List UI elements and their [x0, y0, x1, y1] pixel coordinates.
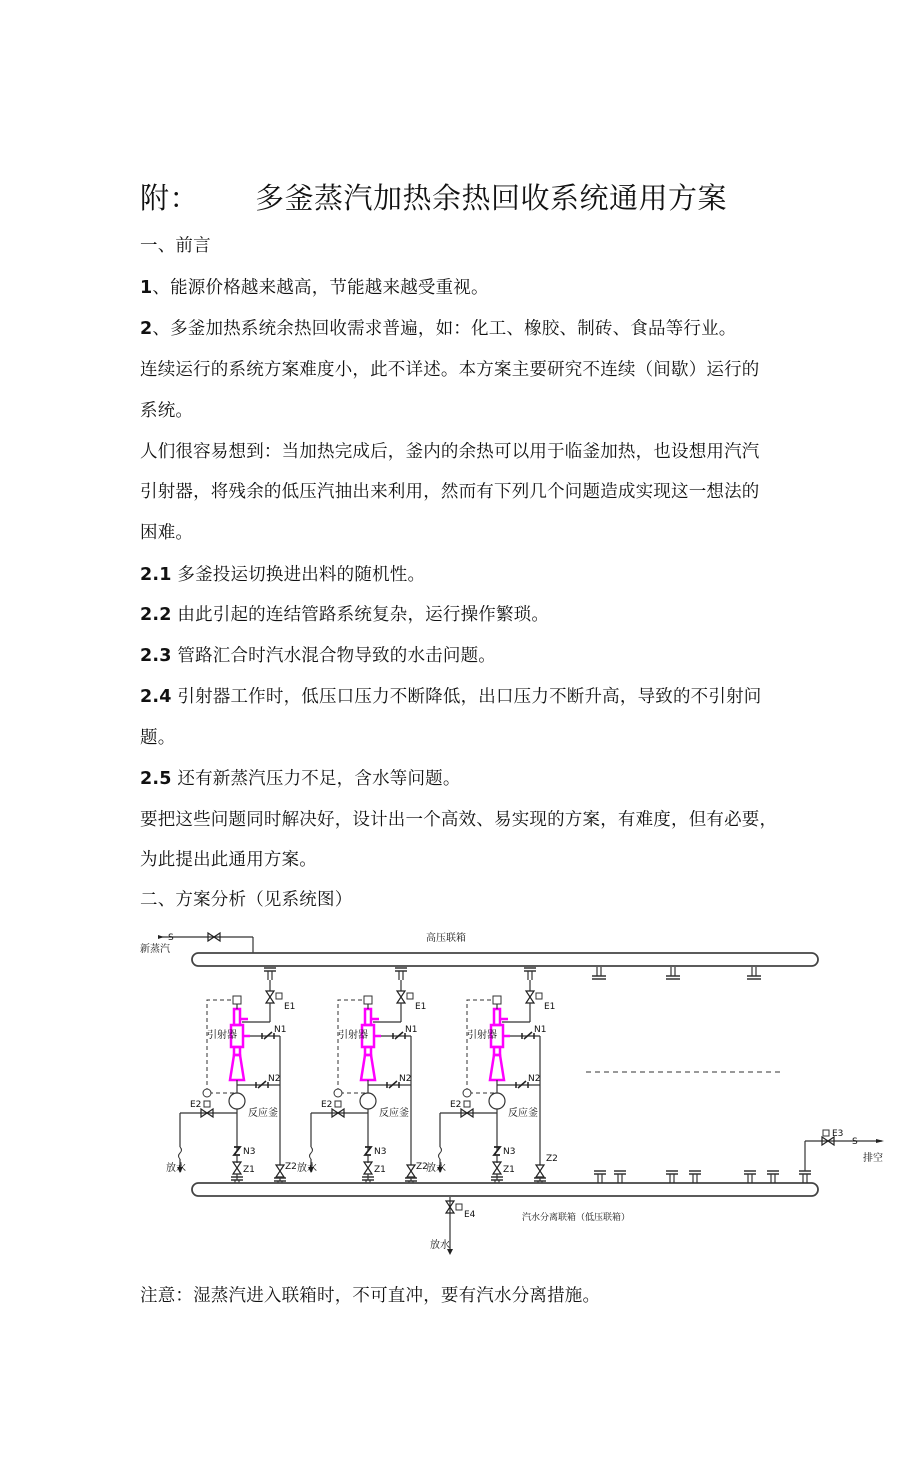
svg-text:Z1: Z1 [503, 1165, 515, 1175]
paragraph-line [140, 765, 461, 790]
paragraph-line [140, 478, 760, 503]
paragraph-text: 引射器，将残余的低压汽抽出来利用，然而有下列几个问题造成实现这一想法的 [140, 482, 760, 502]
ejector-label: 引射器 [207, 1030, 237, 1041]
paragraph-text: 题。 [140, 728, 176, 748]
paragraph-text: 多釜投运切换进出料的随机性。 [171, 565, 426, 585]
svg-text:Z2: Z2 [416, 1162, 428, 1172]
paragraph-text: 为此提出此通用方案。 [140, 850, 317, 870]
svg-text:N1: N1 [274, 1025, 287, 1035]
svg-text:N2: N2 [528, 1074, 541, 1084]
svg-text:反应釜: 反应釜 [508, 1108, 538, 1119]
svg-text:引射器: 引射器 [338, 1030, 368, 1041]
hp-header-label: 高压联箱 [426, 933, 466, 944]
paragraph-text: 由此引起的连结管路系统复杂，运行操作繁琐。 [171, 605, 550, 625]
paragraph-text: 人们很容易想到：当加热完成后，釜内的余热可以用于临釜加热，也设想用汽汽 [140, 442, 760, 462]
paragraph-line [140, 397, 193, 422]
svg-text:E2: E2 [190, 1100, 202, 1110]
svg-text:E4: E4 [464, 1210, 476, 1220]
paragraph-text: 、多釜加热系统余热回收需求普遍，如：化工、橡胶、制砖、食品等行业。 [152, 319, 737, 339]
paragraph-text: 困难。 [140, 523, 194, 543]
svg-text:Z1: Z1 [243, 1165, 255, 1175]
svg-text:放水: 放水 [297, 1163, 317, 1174]
fresh-steam-label: 新蒸汽 [140, 944, 170, 955]
paragraph-line [140, 683, 761, 708]
svg-text:N1: N1 [405, 1025, 418, 1035]
item-number: 2 [140, 319, 153, 339]
vent-label: 排空 [863, 1153, 883, 1164]
paragraph-text: 引射器工作时，低压口压力不断降低，出口压力不断升高，导致的不引射问 [171, 687, 762, 707]
paragraph-line [140, 724, 175, 749]
svg-text:E3: E3 [832, 1129, 844, 1139]
paragraph-text: 还有新蒸汽压力不足，含水等问题。 [171, 769, 461, 789]
section-heading-preface: 一、前言 [140, 236, 211, 256]
paragraph-line [140, 601, 549, 626]
paragraph-text: 要把这些问题同时解决好，设计出一个高效、易实现的方案，有难度，但有必要， [140, 810, 778, 830]
item-number: 1 [140, 278, 153, 298]
svg-text:Z1: Z1 [374, 1165, 386, 1175]
paragraph-line [140, 315, 737, 340]
paragraph-line [140, 274, 489, 299]
paragraph-line [140, 806, 777, 831]
svg-text:N3: N3 [243, 1147, 256, 1157]
section-heading-analysis: 二、方案分析（见系统图） [140, 890, 353, 910]
item-number: 2.5 [140, 769, 172, 789]
svg-text:反应釜: 反应釜 [379, 1108, 409, 1119]
svg-text:N3: N3 [503, 1147, 516, 1157]
svg-text:E2: E2 [321, 1100, 333, 1110]
paragraph-line [140, 642, 496, 667]
paragraph-line [140, 356, 760, 381]
title-prefix: 附： [140, 181, 200, 215]
item-number: 2.4 [140, 687, 172, 707]
paragraph-line [140, 519, 193, 544]
svg-text:放水: 放水 [430, 1240, 450, 1251]
svg-text:S: S [852, 1137, 858, 1147]
paragraph-text: 、能源价格越来越高，节能越来越受重视。 [152, 278, 489, 298]
svg-text:N2: N2 [399, 1074, 412, 1084]
svg-text:N1: N1 [534, 1025, 547, 1035]
svg-text:N2: N2 [268, 1074, 281, 1084]
svg-text:E1: E1 [415, 1002, 427, 1012]
svg-text:N3: N3 [374, 1147, 387, 1157]
document-title [140, 176, 727, 217]
system-diagram [130, 915, 900, 1260]
title-text: 多釜蒸汽加热余热回收系统通用方案 [255, 181, 728, 215]
paragraph-line [140, 846, 317, 871]
item-number: 2.2 [140, 605, 172, 625]
svg-text:放水: 放水 [426, 1163, 446, 1174]
paragraph-line [140, 561, 425, 586]
svg-text:E1: E1 [544, 1002, 556, 1012]
svg-text:Z2: Z2 [546, 1154, 558, 1164]
reactor-label: 反应釜 [248, 1108, 278, 1119]
paragraph-line [140, 438, 760, 463]
item-number: 2.3 [140, 646, 172, 666]
drain-label: 放水 [166, 1163, 186, 1174]
paragraph-text: 连续运行的系统方案难度小，此不详述。本方案主要研究不连续（间歇）运行的 [140, 360, 760, 380]
svg-text:S: S [168, 933, 174, 943]
svg-text:E1: E1 [284, 1002, 296, 1012]
note: 注意：湿蒸汽进入联箱时，不可直冲，要有汽水分离措施。 [140, 1286, 601, 1306]
paragraph-text: 管路汇合时汽水混合物导致的水击问题。 [171, 646, 496, 666]
lp-header-label: 汽水分离联箱（低压联箱） [522, 1213, 631, 1223]
svg-text:Z2: Z2 [285, 1162, 297, 1172]
svg-text:引射器: 引射器 [467, 1030, 497, 1041]
svg-text:E2: E2 [450, 1100, 462, 1110]
item-number: 2.1 [140, 565, 172, 585]
paragraph-text: 系统。 [140, 401, 194, 421]
